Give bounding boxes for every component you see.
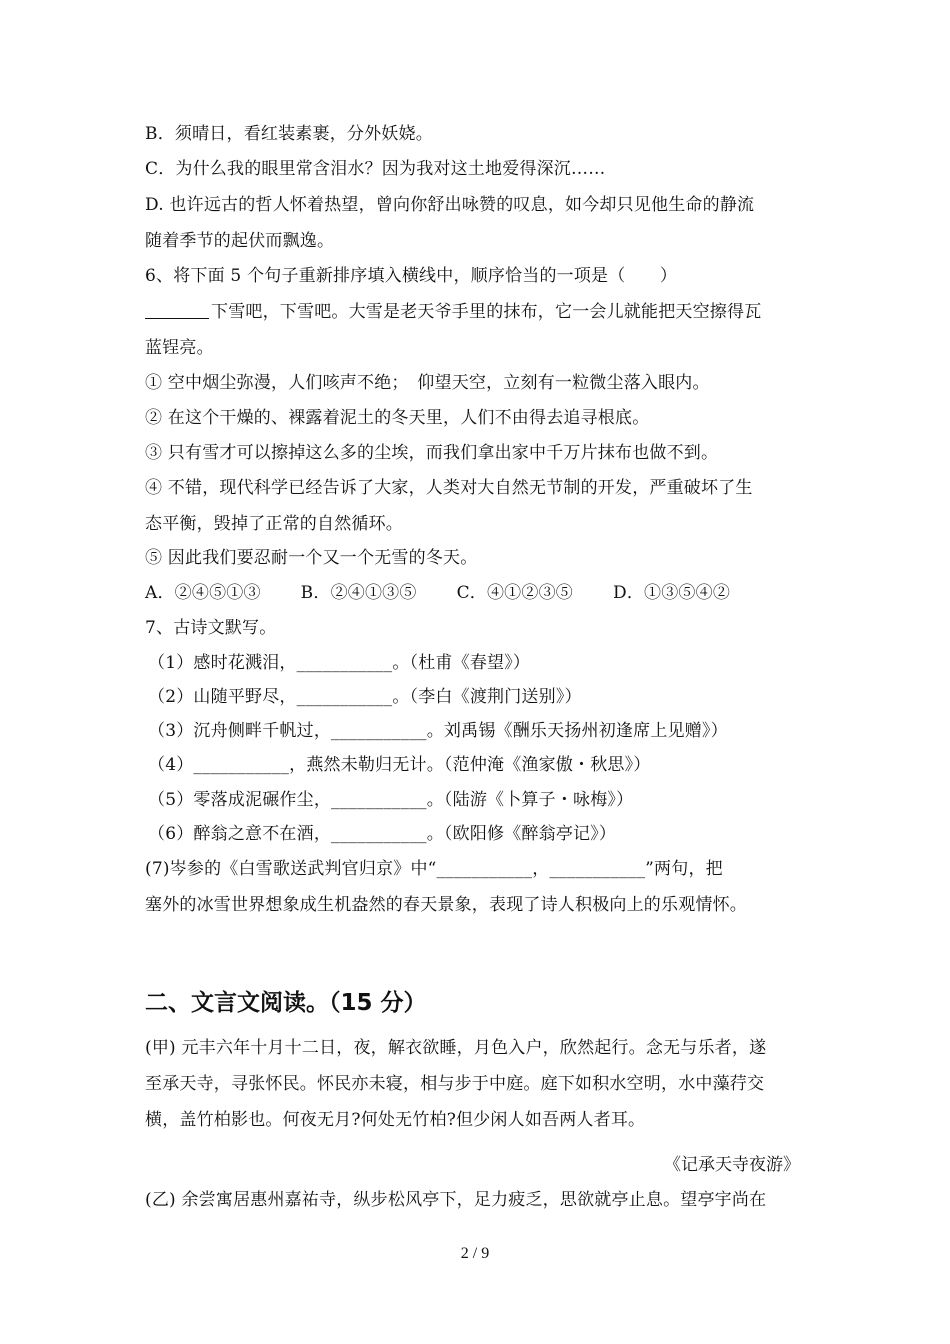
poem-item-1: （1）感时花溅泪，___________。（杜甫《春望》） — [148, 653, 531, 673]
passage-jia-line-2: 至承天寺，寻张怀民。怀民亦未寝，相与步于中庭。庭下如积水空明，水中藻荇交 — [145, 1074, 765, 1094]
question-6-text-2: 蓝锃亮。 — [145, 338, 214, 358]
answer-options: A．②④⑤①③ B．②④①③⑤ C．④①②③⑤ D．①③⑤④② — [145, 583, 731, 603]
page-number: 2 / 9 — [460, 1245, 490, 1262]
poem-item-4: （4）___________，燕然未勒归无计。（范仲淹《渔家傲・秋思》） — [148, 755, 651, 775]
passage-jia-line-1: (甲) 元丰六年十月十二日，夜，解衣欲睡，月色入户，欣然起行。念无与乐者，遂 — [145, 1038, 767, 1058]
poem-item-3: （3）沉舟侧畔千帆过，___________。刘禹锡《酬乐天扬州初逢席上见赠》） — [148, 721, 728, 741]
sentence-4-line-1: ④ 不错，现代科学已经告诉了大家，人类对大自然无节制的开发，严重破坏了生 — [145, 478, 753, 498]
passage-jia-line-3: 横，盖竹柏影也。何夜无月?何处无竹柏?但少闲人如吾两人者耳。 — [145, 1110, 646, 1130]
sentence-5: ⑤ 因此我们要忍耐一个又一个无雪的冬天。 — [145, 548, 478, 568]
poem-item-5: （5）零落成泥碾作尘，___________。（陆游《卜算子・咏梅》） — [148, 790, 634, 810]
passage-source: 《记承天寺夜游》 — [664, 1155, 800, 1175]
option-b-line: B．须晴日，看红装素裹，分外妖娆。 — [145, 124, 433, 144]
sentence-2: ② 在这个干燥的、裸露着泥土的冬天里，人们不由得去追寻根底。 — [145, 408, 650, 428]
poem-item-2: （2）山随平野尽，___________。（李白《渡荆门送别》） — [148, 687, 582, 707]
poem-item-6: （6）醉翁之意不在酒，___________。（欧阳修《醉翁亭记》） — [148, 824, 617, 844]
question-6-text-1 — [145, 300, 761, 324]
question-6-title: 6、将下面 5 个句子重新排序填入横线中，顺序恰当的一项是（ ） — [145, 266, 678, 286]
fill-blank — [145, 301, 209, 319]
sentence-1: ① 空中烟尘弥漫，人们咳声不绝； 仰望天空，立刻有一粒微尘落入眼内。 — [145, 373, 710, 393]
option-d-line-2: 随着季节的起伏而飘逸。 — [145, 231, 335, 251]
passage-yi-line-1: (乙) 余尝寓居惠州嘉祐寺，纵步松风亭下，足力疲乏，思欲就亭止息。望亭宇尚在 — [145, 1190, 767, 1210]
sentence-3: ③ 只有雪才可以擦掉这么多的尘埃，而我们拿出家中千万片抹布也做不到。 — [145, 443, 719, 463]
option-c-line: C．为什么我的眼里常含泪水？因为我对这土地爱得深沉…… — [145, 159, 606, 179]
sentence-4-line-2: 态平衡，毁掉了正常的自然循环。 — [145, 514, 403, 534]
section-heading: 二、文言文阅读。（15 分） — [145, 990, 427, 1016]
question-7-title: 7、古诗文默写。 — [145, 618, 277, 638]
question-6-text-1-body: 下雪吧，下雪吧。大雪是老天爷手里的抹布，它一会儿就能把天空擦得瓦 — [211, 302, 762, 322]
option-d-line-1: D. 也许远古的哲人怀着热望，曾向你舒出咏赞的叹息，如今却只见他生命的静流 — [145, 195, 755, 215]
poem-item-7-line-2: 塞外的冰雪世界想象成生机盎然的春天景象，表现了诗人积极向上的乐观情怀。 — [145, 895, 747, 915]
poem-item-7-line-1: (7)岑参的《白雪歌送武判官归京》中“___________，___________”两句，把 — [145, 859, 723, 879]
